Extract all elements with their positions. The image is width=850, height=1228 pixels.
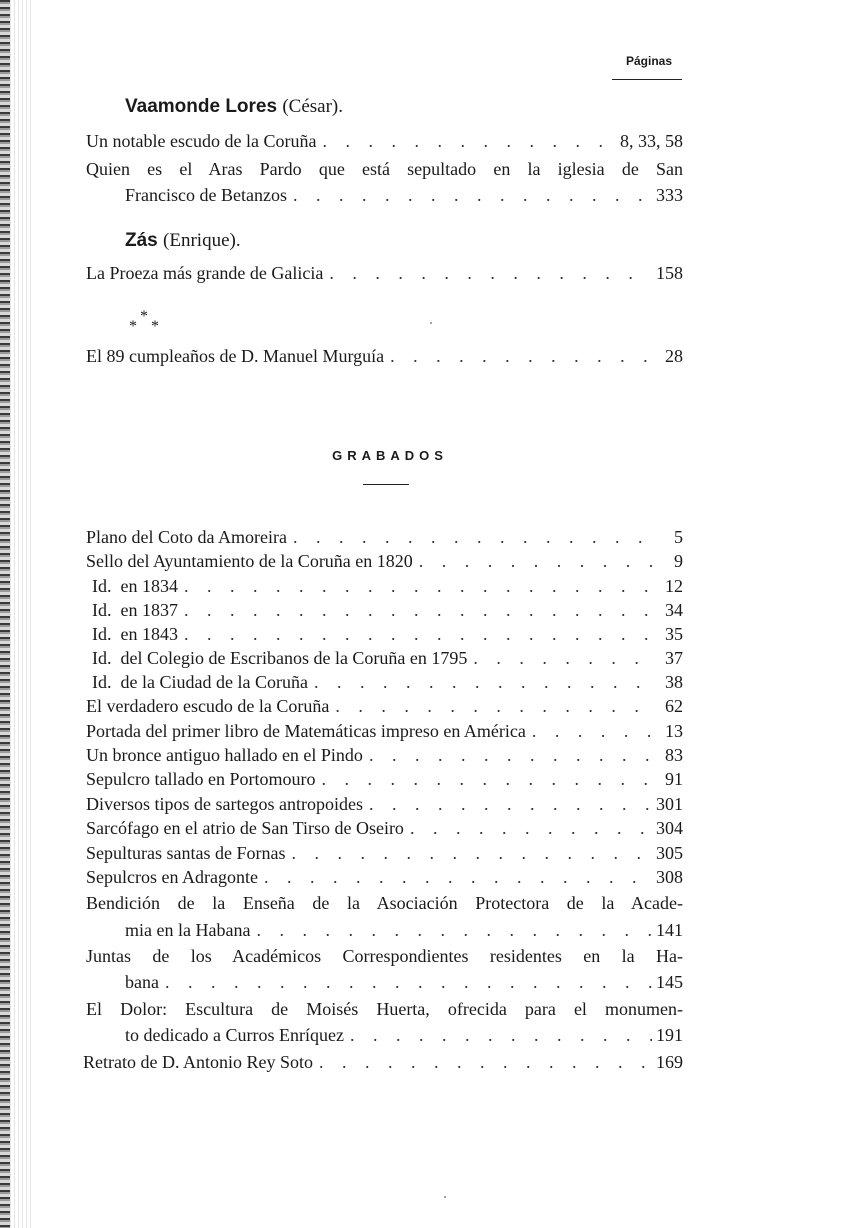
index-entry [86, 816, 683, 840]
leader-dots [178, 622, 657, 646]
index-entry [86, 344, 683, 368]
paper-speck [444, 1196, 446, 1198]
entry-title: Id. en 1837 [92, 600, 178, 620]
index-entry [86, 719, 683, 743]
index-entry [92, 646, 683, 670]
paginas-column-header: Páginas [625, 54, 673, 68]
index-entry [86, 841, 683, 865]
section-title-grabados: GRABADOS [332, 448, 448, 463]
leader-dots [258, 865, 652, 889]
index-entry [83, 1050, 683, 1074]
entry-pages: 91 [665, 769, 683, 789]
entry-title: Sepulcros en Adragonte [86, 867, 258, 887]
leader-dots [178, 574, 657, 598]
entry-pages: 305 [656, 843, 683, 863]
index-entry [86, 549, 683, 573]
index-entry [86, 767, 683, 791]
leader-dots [250, 918, 652, 942]
asterism-star: * [129, 318, 137, 335]
entry-title-line2: mia en la Habana [125, 920, 251, 940]
entry-title: Retrato de D. Antonio Rey Soto [83, 1052, 313, 1072]
entry-title: Id. en 1834 [92, 576, 178, 596]
index-entry [92, 622, 683, 646]
index-entry [125, 183, 683, 207]
paper-speck [430, 322, 432, 324]
leader-dots [526, 719, 657, 743]
leader-dots [287, 525, 657, 549]
entry-pages: 9 [674, 551, 683, 571]
index-entry [86, 694, 683, 718]
index-entry [92, 670, 683, 694]
entry-title-line2: to dedicado a Curros Enríquez [125, 1025, 344, 1045]
index-entry [86, 525, 683, 549]
leader-dots [329, 694, 657, 718]
author-heading-zas [125, 230, 241, 252]
entry-pages: 34 [665, 600, 683, 620]
author-surname: Vaamonde Lores [125, 96, 278, 117]
author-surname: Zás [125, 230, 158, 251]
entry-title-line1: Bendición de la Enseña de la Asociación Protectora de la Acade- [86, 893, 683, 913]
index-entry [125, 970, 683, 994]
leader-dots [178, 598, 657, 622]
entry-pages: 304 [656, 818, 683, 838]
leader-dots [287, 183, 652, 207]
entry-title: Sepulcro tallado en Portomouro [86, 769, 316, 789]
entry-title: Id. del Colegio de Escribanos de la Coruña en 1795 [92, 648, 468, 668]
entry-pages: 5 [674, 527, 683, 547]
entry-title-line1: Quien es el Aras Pardo que está sepultado en la iglesia de San [86, 159, 683, 179]
entry-title: El 89 cumpleaños de D. Manuel Murguía [86, 346, 385, 366]
entry-title: Un notable escudo de la Coruña [86, 131, 317, 151]
entry-title: Sarcófago en el atrio de San Tirso de Oseiro [86, 818, 404, 838]
index-entry [92, 574, 683, 598]
author-heading-vaamonde [125, 96, 343, 118]
entry-pages: 83 [665, 745, 683, 765]
index-entry [92, 598, 683, 622]
entry-pages: 145 [656, 972, 683, 992]
asterism-star: * [151, 318, 159, 335]
entry-pages: 308 [656, 867, 683, 887]
asterism [126, 308, 166, 338]
leader-dots [384, 344, 657, 368]
entry-title: Id. de la Ciudad de la Coruña [92, 672, 308, 692]
entry-pages: 191 [656, 1025, 683, 1045]
entry-title: Sello del Ayuntamiento de la Coruña en 1820 [86, 551, 413, 571]
entry-title: Un bronce antiguo hallado en el Pindo [86, 745, 363, 765]
leader-dots [315, 767, 657, 791]
entry-pages: 333 [656, 185, 683, 205]
entry-pages: 12 [665, 576, 683, 596]
index-entry [86, 792, 683, 816]
entry-title: La Proeza más grande de Galicia [86, 263, 324, 283]
entry-pages: 301 [656, 794, 683, 814]
page-gutter-shadow [10, 0, 32, 1228]
entry-title: El verdadero escudo de la Coruña [86, 696, 330, 716]
leader-dots [344, 1023, 652, 1047]
leader-dots [285, 841, 652, 865]
leader-dots [467, 646, 657, 670]
entry-pages: 8, 33, 58 [620, 131, 683, 151]
index-entry [86, 261, 683, 285]
paginas-underline [612, 79, 682, 80]
entry-title-line1: El Dolor: Escultura de Moisés Huerta, ofrecida para el monumen- [86, 999, 683, 1019]
entry-pages: 37 [665, 648, 683, 668]
author-given-name: (César). [282, 96, 344, 117]
leader-dots [404, 816, 652, 840]
section-divider [363, 484, 409, 485]
entry-title-line2: Francisco de Betanzos [125, 185, 287, 205]
leader-dots [316, 129, 616, 153]
index-entry [125, 918, 683, 942]
entry-pages: 35 [665, 624, 683, 644]
leader-dots [323, 261, 652, 285]
book-binding-edge [0, 0, 10, 1228]
leader-dots [308, 670, 657, 694]
entry-title: Sepulturas santas de Fornas [86, 843, 286, 863]
leader-dots [363, 743, 657, 767]
entry-pages: 158 [656, 263, 683, 283]
index-entry [86, 743, 683, 767]
entry-pages: 28 [665, 346, 683, 366]
entry-title: Portada del primer libro de Matemáticas impreso en América [86, 721, 526, 741]
leader-dots [363, 792, 652, 816]
entry-title: Id. en 1843 [92, 624, 178, 644]
leader-dots [413, 549, 657, 573]
entry-title: Plano del Coto da Amoreira [86, 527, 287, 547]
entry-title-line2: bana [125, 972, 159, 992]
leader-dots [159, 970, 652, 994]
asterism-star: * [140, 308, 148, 325]
entry-pages: 62 [665, 696, 683, 716]
entry-title: Diversos tipos de sartegos antropoides [86, 794, 363, 814]
index-entry [125, 1023, 683, 1047]
entry-title-line1: Juntas de los Académicos Correspondientes residentes en la Ha- [86, 946, 683, 966]
entry-pages: 169 [656, 1052, 683, 1072]
index-entry [86, 865, 683, 889]
leader-dots [313, 1050, 652, 1074]
index-entry [86, 129, 683, 153]
entry-pages: 141 [656, 920, 683, 940]
entry-pages: 13 [665, 721, 683, 741]
entry-pages: 38 [665, 672, 683, 692]
author-given-name: (Enrique). [163, 230, 241, 251]
